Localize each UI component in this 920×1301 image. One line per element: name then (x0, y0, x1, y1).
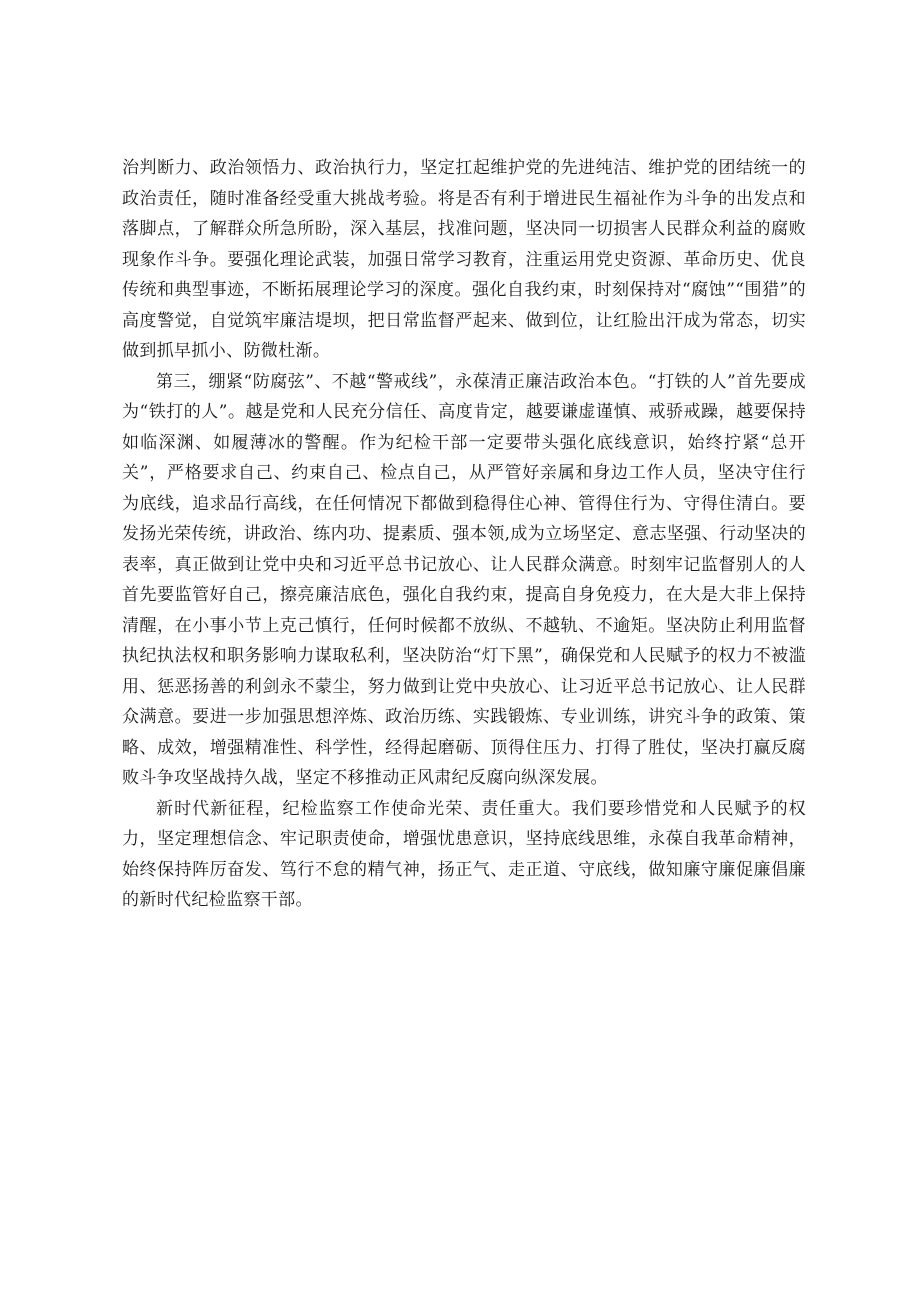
paragraph-third-point: 第三，绷紧“防腐弦”、不越“警戒线”，永葆清正廉洁政治本色。“打铁的人”首先要成为“铁打的人”。越是党和人民充分信任、高度肯定，越要谦虚谨慎、戒骄戒躁，越要保持如临深渊、如履薄冰的警醒。作为纪检干部一定要带头强化底线意识，始终拧紧“总开关”，严格要求自己、约束自己、检点自己，从严管好亲属和身边工作人员，坚决守住行为底线，追求品行高线，在任何情况下都做到稳得住心神、管得住行为、守得住清白。要发扬光荣传统，讲政治、练内功、提素质、强本领,成为立场坚定、意志坚强、行动坚决的表率，真正做到让党中央和习近平总书记放心、让人民群众满意。时刻牢记监督别人的人首先要监管好自己，擦亮廉洁底色，强化自我约束，提高自身免疫力，在大是大非上保持清醒，在小事小节上克己慎行，任何时候都不放纵、不越轨、不逾矩。坚决防止利用监督执纪执法权和职务影响力谋取私利，坚决防治“灯下黑”，确保党和人民赋予的权力不被滥用、惩恶扬善的利剑永不蒙尘，努力做到让党中央放心、让习近平总书记放心、让人民群众满意。要进一步加强思想淬炼、政治历练、实践锻炼、专业训练，讲究斗争的政策、策略、成效，增强精准性、科学性，经得起磨砺、顶得住压力、打得了胜仗，坚决打赢反腐败斗争攻坚战持久战，坚定不移推动正风肃纪反腐向纵深发展。 (122, 371, 806, 788)
document-body (122, 153, 806, 916)
paragraph-continuation: 治判断力、政治领悟力、政治执行力，坚定扛起维护党的先进纯洁、维护党的团结统一的政治责任，随时准备经受重大挑战考验。将是否有利于增进民生福祉作为斗争的出发点和落脚点，了解群众所急所盼，深入基层，找准问题，坚决同一切损害人民群众利益的腐败现象作斗争。要强化理论武装，加强日常学习教育，注重运用党史资源、革命历史、优良传统和典型事迹，不断拓展理论学习的深度。强化自我约束，时刻保持对“腐蚀”“围猎”的高度警觉，自觉筑牢廉洁堤坝，把日常监督严起来、做到位，让红脸出汗成为常态，切实做到抓早抓小、防微杜渐。 (122, 158, 806, 361)
paragraph-conclusion: 新时代新征程，纪检监察工作使命光荣、责任重大。我们要珍惜党和人民赋予的权力，坚定理想信念、牢记职责使命，增强忧患意识，坚持底线思维，永葆自我革命精神，始终保持阵厉奋发、笃行不怠的精气神，扬正气、走正道、守底线，做知廉守廉促廉倡廉的新时代纪检监察干部。 (122, 798, 806, 910)
